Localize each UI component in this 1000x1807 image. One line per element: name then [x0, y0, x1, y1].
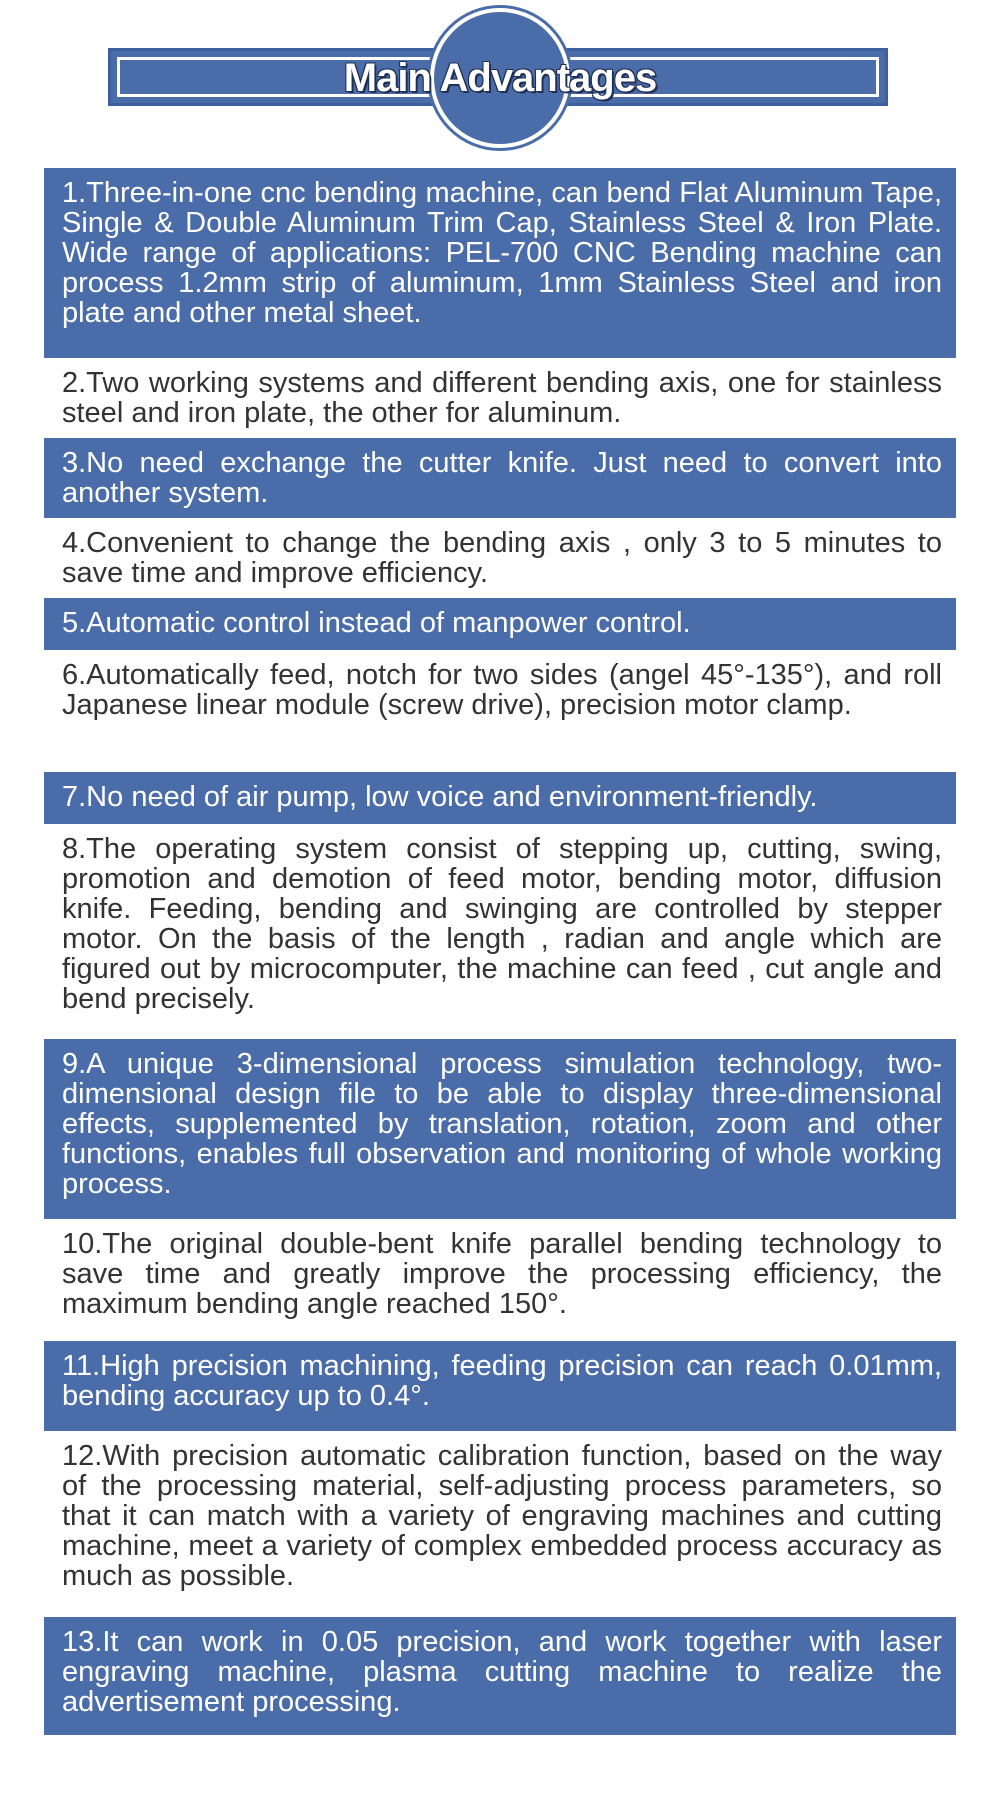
advantage-item-3: 3.No need exchange the cutter knife. Just need to convert into another system. — [44, 438, 956, 518]
advantage-item-2: 2.Two working systems and different bending axis, one for stainless steel and iron plate, the other for aluminum. — [44, 358, 956, 438]
advantage-item-5: 5.Automatic control instead of manpower control. — [44, 598, 956, 650]
advantage-item-1: 1.Three-in-one cnc bending machine, can bend Flat Aluminum Tape, Single & Double Aluminum Trim Cap, Stainless Steel & Iron Plate. Wide range of applications: PEL-700 CNC Bending machine can process 1.2mm strip of aluminum, 1mm Stainless Steel and iron plate and other metal sheet. — [44, 168, 956, 358]
advantage-item-10: 10.The original double-bent knife parallel bending technology to save time and greatly improve the processing efficiency, the maximum bending angle reached 150°. — [44, 1219, 956, 1341]
advantage-item-9: 9.A unique 3-dimensional process simulation technology, two-dimensional design file to be able to display three-dimensional effects, supplemented by translation, rotation, zoom and other functions, enables full observation and monitoring of whole working process. — [44, 1039, 956, 1219]
advantage-item-6: 6.Automatically feed, notch for two sides (angel 45°-135°), and roll Japanese linear module (screw drive), precision motor clamp. — [44, 650, 956, 772]
page-title: Main Advantages — [343, 56, 657, 100]
advantage-item-4: 4.Convenient to change the bending axis , only 3 to 5 minutes to save time and improve efficiency. — [44, 518, 956, 598]
advantage-item-7: 7.No need of air pump, low voice and environment-friendly. — [44, 772, 956, 824]
header-banner — [0, 0, 1000, 150]
advantage-item-12: 12.With precision automatic calibration function, based on the way of the processing material, self-adjusting process parameters, so that it can match with a variety of engraving machines and cutting machine, meet a variety of complex embedded process accuracy as much as possible. — [44, 1431, 956, 1617]
advantage-item-13: 13.It can work in 0.05 precision, and work together with laser engraving machine, plasma cutting machine to realize the advertisement processing. — [44, 1617, 956, 1735]
advantage-item-11: 11.High precision machining, feeding precision can reach 0.01mm, bending accuracy up to 0.4°. — [44, 1341, 956, 1431]
advantage-item-8: 8.The operating system consist of stepping up, cutting, swing, promotion and demotion of feed motor, bending motor, diffusion knife. Feeding, bending and swinging are controlled by stepper motor. On the basis of the length , radian and angle which are figured out by microcomputer, the machine can feed , cut angle and bend precisely. — [44, 824, 956, 1039]
advantages-list — [44, 168, 956, 1735]
